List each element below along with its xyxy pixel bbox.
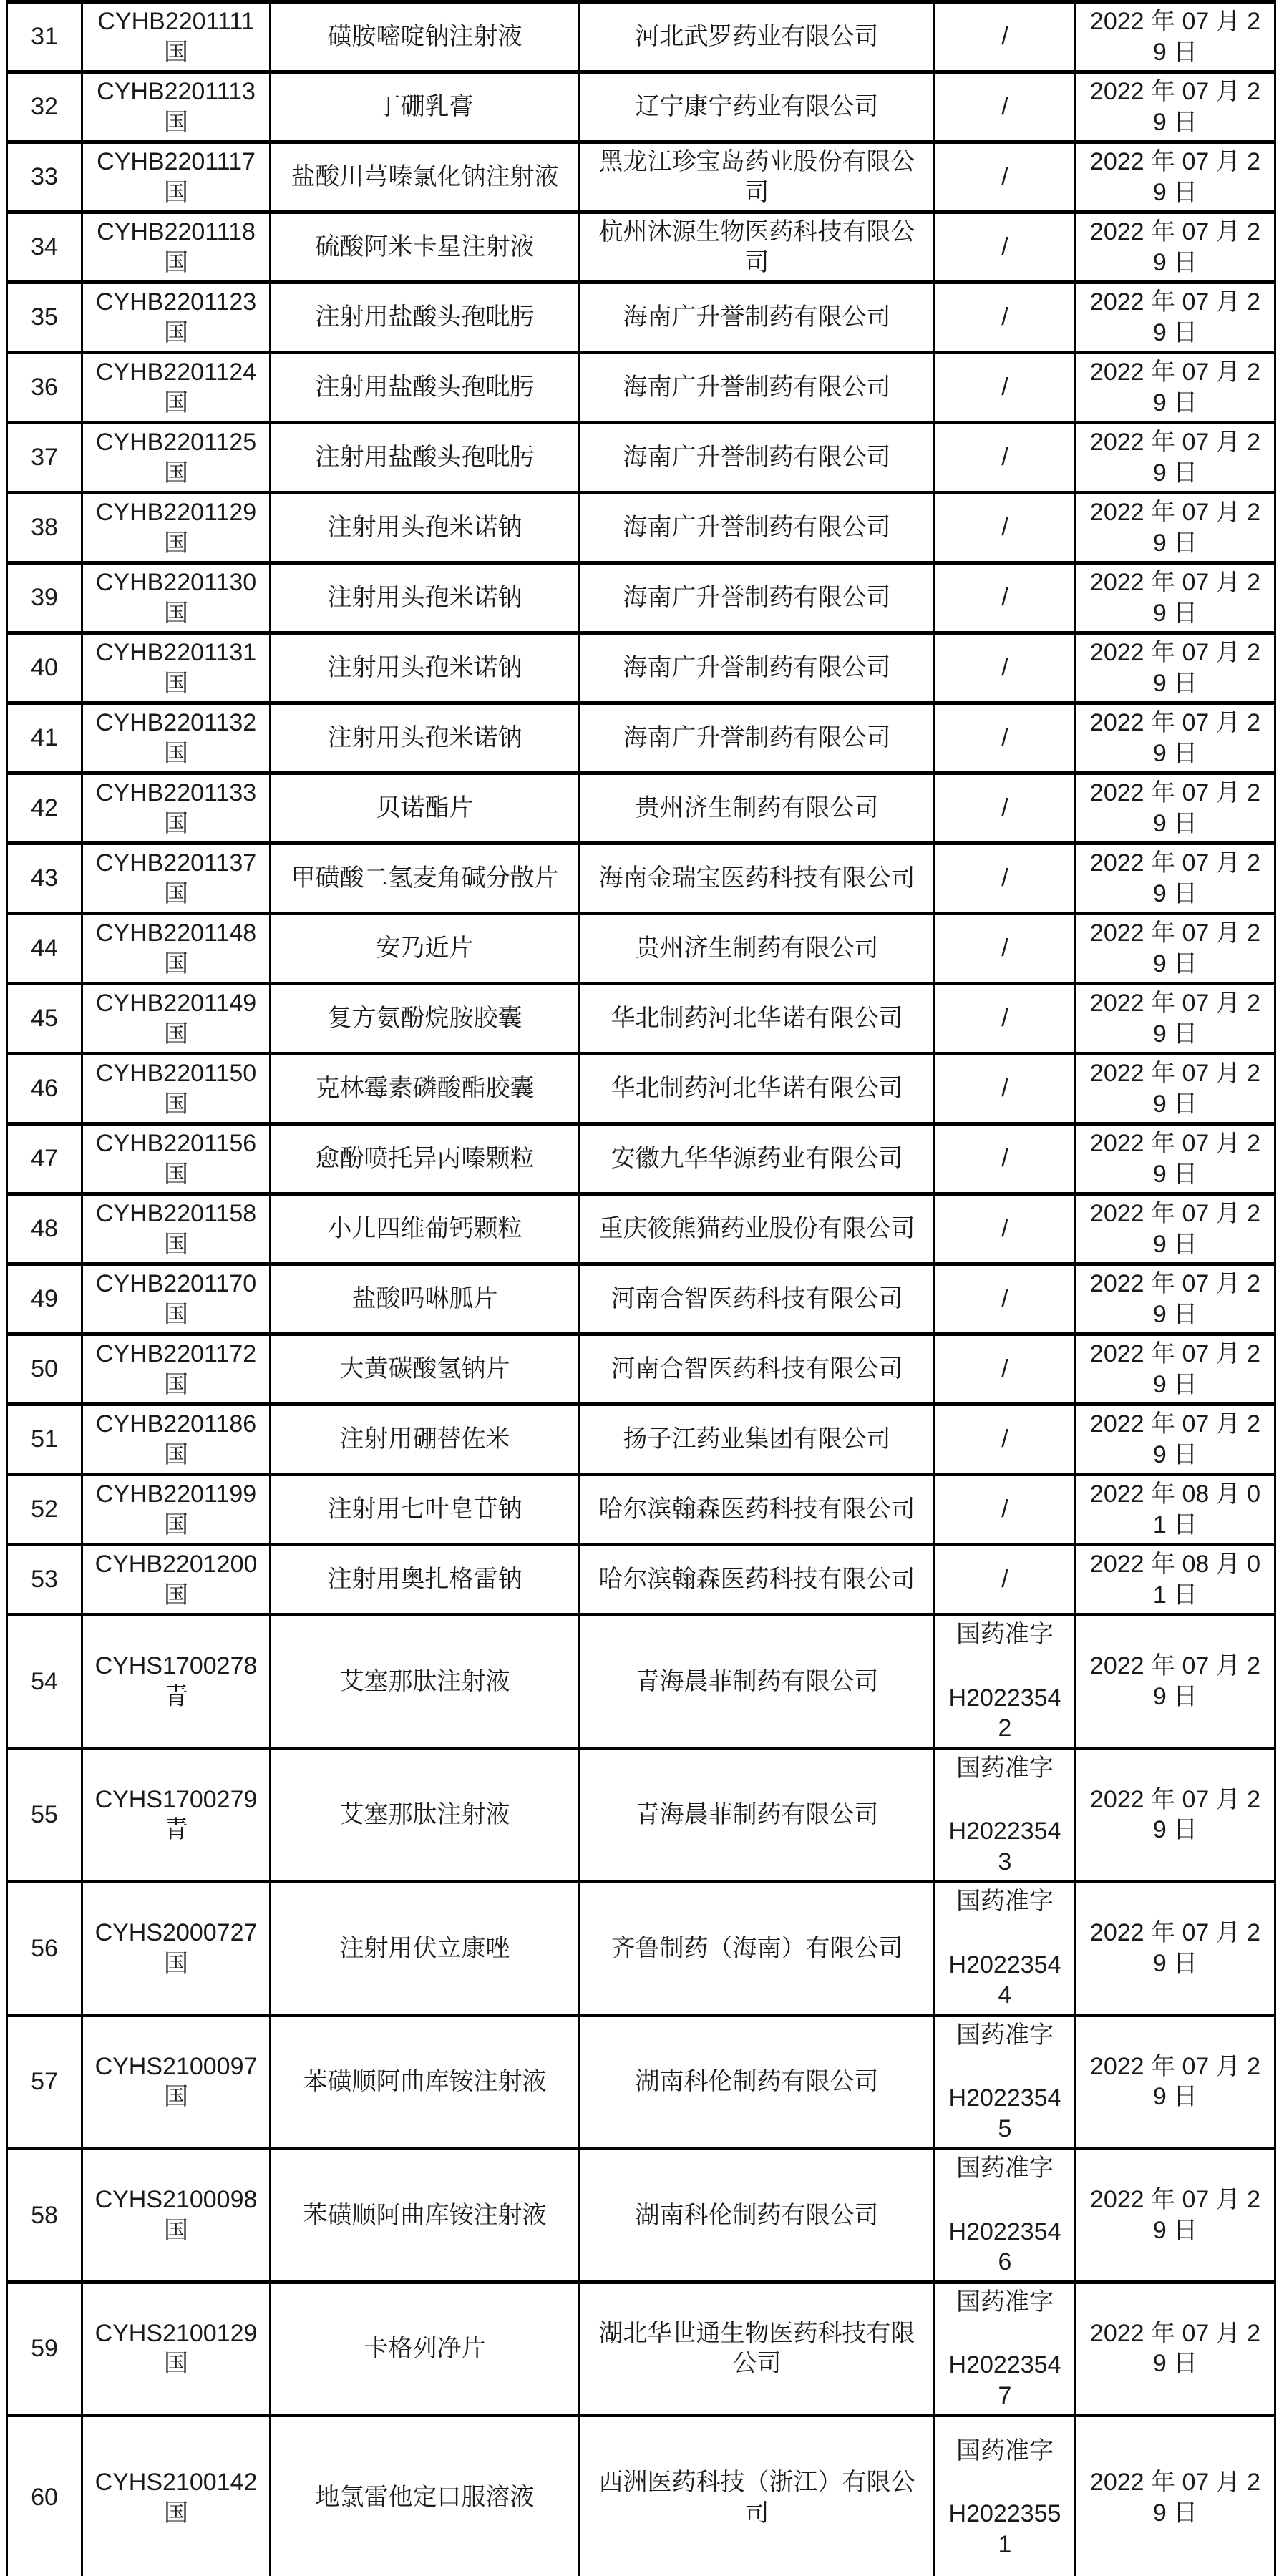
cell-approval-date: 2022 年 07 月 29 日	[1076, 353, 1275, 423]
cell-seq: 41	[7, 703, 82, 774]
cell-seq: 43	[7, 844, 82, 914]
cell-approval-no: /	[935, 844, 1076, 914]
cell-drug-name: 安乃近片	[271, 914, 580, 984]
cell-company: 海南广升誉制药有限公司	[580, 563, 935, 633]
cell-approval-date: 2022 年 07 月 29 日	[1076, 1194, 1275, 1264]
cell-acceptance-no: CYHB2201137 国	[82, 844, 271, 914]
table-row	[7, 563, 1275, 633]
table-row	[7, 1475, 1275, 1545]
cell-approval-date: 2022 年 07 月 29 日	[1076, 2, 1275, 72]
cell-seq: 59	[7, 2282, 82, 2416]
table-row	[7, 213, 1275, 283]
cell-acceptance-no: CYHB2201148 国	[82, 914, 271, 984]
cell-drug-name: 注射用硼替佐米	[271, 1405, 580, 1475]
cell-drug-name: 艾塞那肽注射液	[271, 1748, 580, 1882]
cell-approval-date: 2022 年 07 月 29 日	[1076, 1615, 1275, 1749]
cell-approval-no: /	[935, 353, 1076, 423]
cell-drug-name: 丁硼乳膏	[271, 72, 580, 142]
cell-company: 河南合智医药科技有限公司	[580, 1335, 935, 1405]
cell-approval-no: /	[935, 1475, 1076, 1545]
cell-approval-date: 2022 年 07 月 29 日	[1076, 2149, 1275, 2283]
cell-approval-no: /	[935, 142, 1076, 213]
table-row	[7, 1545, 1275, 1615]
cell-approval-no: /	[935, 563, 1076, 633]
table-row	[7, 2416, 1275, 2576]
cell-approval-date: 2022 年 07 月 29 日	[1076, 774, 1275, 844]
cell-seq: 34	[7, 213, 82, 283]
table-row	[7, 1194, 1275, 1264]
cell-company: 扬子江药业集团有限公司	[580, 1405, 935, 1475]
cell-seq: 46	[7, 1054, 82, 1124]
cell-approval-no: 国药准字 H20223544	[935, 1882, 1076, 2016]
cell-approval-date: 2022 年 07 月 29 日	[1076, 423, 1275, 493]
cell-approval-no: /	[935, 1124, 1076, 1194]
cell-approval-no: /	[935, 1194, 1076, 1264]
cell-approval-no: /	[935, 1405, 1076, 1475]
cell-drug-name: 注射用盐酸头孢吡肟	[271, 353, 580, 423]
cell-approval-no: /	[935, 774, 1076, 844]
cell-drug-name: 小儿四维葡钙颗粒	[271, 1194, 580, 1264]
table-row	[7, 283, 1275, 353]
cell-acceptance-no: CYHB2201131 国	[82, 633, 271, 703]
cell-seq: 37	[7, 423, 82, 493]
cell-acceptance-no: CYHS1700278 青	[82, 1615, 271, 1749]
cell-seq: 56	[7, 1882, 82, 2016]
cell-approval-no: /	[935, 1264, 1076, 1335]
cell-acceptance-no: CYHS2100129 国	[82, 2282, 271, 2416]
cell-approval-no: /	[935, 633, 1076, 703]
cell-company: 安徽九华华源药业有限公司	[580, 1124, 935, 1194]
cell-drug-name: 注射用伏立康唑	[271, 1882, 580, 2016]
cell-drug-name: 注射用七叶皂苷钠	[271, 1475, 580, 1545]
table-row	[7, 2282, 1275, 2416]
table-row	[7, 1405, 1275, 1475]
table-row	[7, 774, 1275, 844]
cell-acceptance-no: CYHB2201133 国	[82, 774, 271, 844]
cell-seq: 55	[7, 1748, 82, 1882]
cell-approval-no: /	[935, 984, 1076, 1054]
cell-approval-no: /	[935, 1054, 1076, 1124]
cell-approval-no: /	[935, 703, 1076, 774]
cell-company: 湖南科伦制药有限公司	[580, 2149, 935, 2283]
table-row	[7, 1335, 1275, 1405]
cell-company: 黑龙江珍宝岛药业股份有限公司	[580, 142, 935, 213]
table-row	[7, 1054, 1275, 1124]
cell-seq: 44	[7, 914, 82, 984]
cell-acceptance-no: CYHB2201156 国	[82, 1124, 271, 1194]
cell-seq: 57	[7, 2015, 82, 2149]
cell-drug-name: 苯磺顺阿曲库铵注射液	[271, 2149, 580, 2283]
cell-drug-name: 苯磺顺阿曲库铵注射液	[271, 2015, 580, 2149]
cell-seq: 48	[7, 1194, 82, 1264]
cell-seq: 33	[7, 142, 82, 213]
table-row	[7, 142, 1275, 213]
cell-seq: 52	[7, 1475, 82, 1545]
cell-seq: 45	[7, 984, 82, 1054]
cell-approval-date: 2022 年 07 月 29 日	[1076, 142, 1275, 213]
cell-drug-name: 注射用盐酸头孢吡肟	[271, 423, 580, 493]
cell-acceptance-no: CYHB2201125 国	[82, 423, 271, 493]
cell-approval-date: 2022 年 07 月 29 日	[1076, 1054, 1275, 1124]
cell-approval-date: 2022 年 07 月 29 日	[1076, 1405, 1275, 1475]
cell-drug-name: 注射用头孢米诺钠	[271, 493, 580, 563]
cell-approval-no: 国药准字 H20223546	[935, 2149, 1076, 2283]
table-row	[7, 72, 1275, 142]
cell-company: 海南广升誉制药有限公司	[580, 493, 935, 563]
drug-approval-table	[6, 0, 1276, 2576]
table-row	[7, 1615, 1275, 1749]
cell-approval-date: 2022 年 07 月 29 日	[1076, 2416, 1275, 2576]
cell-seq: 40	[7, 633, 82, 703]
cell-drug-name: 复方氨酚烷胺胶囊	[271, 984, 580, 1054]
cell-drug-name: 盐酸吗啉胍片	[271, 1264, 580, 1335]
cell-company: 西洲医药科技（浙江）有限公司	[580, 2416, 935, 2576]
cell-drug-name: 甲磺酸二氢麦角碱分散片	[271, 844, 580, 914]
drug-approval-table-body	[7, 2, 1275, 2576]
cell-drug-name: 注射用头孢米诺钠	[271, 703, 580, 774]
cell-drug-name: 磺胺嘧啶钠注射液	[271, 2, 580, 72]
cell-seq: 53	[7, 1545, 82, 1615]
cell-approval-date: 2022 年 07 月 29 日	[1076, 1124, 1275, 1194]
cell-company: 湖北华世通生物医药科技有限公司	[580, 2282, 935, 2416]
table-row	[7, 423, 1275, 493]
cell-acceptance-no: CYHS2000727 国	[82, 1882, 271, 2016]
cell-company: 齐鲁制药（海南）有限公司	[580, 1882, 935, 2016]
cell-acceptance-no: CYHB2201117 国	[82, 142, 271, 213]
cell-approval-no: /	[935, 213, 1076, 283]
cell-approval-no: /	[935, 914, 1076, 984]
cell-acceptance-no: CYHB2201150 国	[82, 1054, 271, 1124]
cell-acceptance-no: CYHS2100142 国	[82, 2416, 271, 2576]
cell-approval-date: 2022 年 07 月 29 日	[1076, 633, 1275, 703]
cell-approval-date: 2022 年 07 月 29 日	[1076, 2015, 1275, 2149]
cell-seq: 51	[7, 1405, 82, 1475]
cell-seq: 36	[7, 353, 82, 423]
cell-acceptance-no: CYHS2100097 国	[82, 2015, 271, 2149]
table-row	[7, 844, 1275, 914]
cell-seq: 50	[7, 1335, 82, 1405]
cell-approval-date: 2022 年 07 月 29 日	[1076, 1882, 1275, 2016]
cell-approval-no: /	[935, 1545, 1076, 1615]
cell-approval-date: 2022 年 07 月 29 日	[1076, 1264, 1275, 1335]
cell-drug-name: 贝诺酯片	[271, 774, 580, 844]
cell-company: 河北武罗药业有限公司	[580, 2, 935, 72]
cell-approval-date: 2022 年 07 月 29 日	[1076, 2282, 1275, 2416]
cell-acceptance-no: CYHB2201113 国	[82, 72, 271, 142]
cell-company: 华北制药河北华诺有限公司	[580, 1054, 935, 1124]
cell-acceptance-no: CYHB2201130 国	[82, 563, 271, 633]
cell-acceptance-no: CYHB2201124 国	[82, 353, 271, 423]
table-row	[7, 2015, 1275, 2149]
cell-approval-no: 国药准字 H20223551	[935, 2416, 1076, 2576]
cell-approval-date: 2022 年 07 月 29 日	[1076, 213, 1275, 283]
cell-approval-date: 2022 年 07 月 29 日	[1076, 1748, 1275, 1882]
cell-approval-date: 2022 年 08 月 01 日	[1076, 1475, 1275, 1545]
cell-seq: 38	[7, 493, 82, 563]
cell-acceptance-no: CYHB2201172 国	[82, 1335, 271, 1405]
cell-company: 河南合智医药科技有限公司	[580, 1264, 935, 1335]
table-row	[7, 353, 1275, 423]
cell-seq: 32	[7, 72, 82, 142]
cell-approval-no: /	[935, 72, 1076, 142]
cell-company: 青海晨菲制药有限公司	[580, 1615, 935, 1749]
cell-approval-no: /	[935, 283, 1076, 353]
cell-company: 哈尔滨翰森医药科技有限公司	[580, 1545, 935, 1615]
cell-company: 贵州济生制药有限公司	[580, 914, 935, 984]
cell-drug-name: 注射用奥扎格雷钠	[271, 1545, 580, 1615]
cell-acceptance-no: CYHB2201132 国	[82, 703, 271, 774]
cell-drug-name: 大黄碳酸氢钠片	[271, 1335, 580, 1405]
cell-seq: 49	[7, 1264, 82, 1335]
table-row	[7, 493, 1275, 563]
cell-approval-date: 2022 年 07 月 29 日	[1076, 1335, 1275, 1405]
cell-approval-date: 2022 年 07 月 29 日	[1076, 844, 1275, 914]
cell-drug-name: 卡格列净片	[271, 2282, 580, 2416]
cell-approval-date: 2022 年 07 月 29 日	[1076, 283, 1275, 353]
cell-approval-date: 2022 年 08 月 01 日	[1076, 1545, 1275, 1615]
table-row	[7, 2, 1275, 72]
cell-company: 辽宁康宁药业有限公司	[580, 72, 935, 142]
cell-company: 海南广升誉制药有限公司	[580, 633, 935, 703]
cell-acceptance-no: CYHS1700279 青	[82, 1748, 271, 1882]
table-row	[7, 703, 1275, 774]
cell-company: 重庆筱熊猫药业股份有限公司	[580, 1194, 935, 1264]
table-row	[7, 984, 1275, 1054]
cell-approval-no: 国药准字 H20223545	[935, 2015, 1076, 2149]
cell-company: 贵州济生制药有限公司	[580, 774, 935, 844]
cell-company: 海南广升誉制药有限公司	[580, 423, 935, 493]
cell-company: 海南广升誉制药有限公司	[580, 353, 935, 423]
cell-approval-no: /	[935, 423, 1076, 493]
cell-seq: 54	[7, 1615, 82, 1749]
table-row	[7, 1748, 1275, 1882]
cell-drug-name: 注射用头孢米诺钠	[271, 633, 580, 703]
table-row	[7, 633, 1275, 703]
cell-drug-name: 注射用盐酸头孢吡肟	[271, 283, 580, 353]
cell-drug-name: 克林霉素磷酸酯胶囊	[271, 1054, 580, 1124]
cell-acceptance-no: CYHB2201199 国	[82, 1475, 271, 1545]
cell-approval-no: /	[935, 1335, 1076, 1405]
table-row	[7, 2149, 1275, 2283]
cell-approval-no: /	[935, 493, 1076, 563]
cell-drug-name: 硫酸阿米卡星注射液	[271, 213, 580, 283]
cell-acceptance-no: CYHB2201149 国	[82, 984, 271, 1054]
cell-approval-no: 国药准字 H20223543	[935, 1748, 1076, 1882]
cell-company: 华北制药河北华诺有限公司	[580, 984, 935, 1054]
cell-drug-name: 注射用头孢米诺钠	[271, 563, 580, 633]
cell-approval-no: 国药准字 H20223547	[935, 2282, 1076, 2416]
cell-approval-date: 2022 年 07 月 29 日	[1076, 703, 1275, 774]
cell-seq: 35	[7, 283, 82, 353]
cell-approval-date: 2022 年 07 月 29 日	[1076, 72, 1275, 142]
cell-seq: 42	[7, 774, 82, 844]
cell-seq: 58	[7, 2149, 82, 2283]
cell-seq: 47	[7, 1124, 82, 1194]
cell-acceptance-no: CYHB2201158 国	[82, 1194, 271, 1264]
cell-acceptance-no: CYHB2201186 国	[82, 1405, 271, 1475]
cell-company: 杭州沐源生物医药科技有限公司	[580, 213, 935, 283]
cell-company: 湖南科伦制药有限公司	[580, 2015, 935, 2149]
cell-approval-no: 国药准字 H20223542	[935, 1615, 1076, 1749]
cell-seq: 60	[7, 2416, 82, 2576]
cell-seq: 31	[7, 2, 82, 72]
cell-approval-date: 2022 年 07 月 29 日	[1076, 914, 1275, 984]
cell-company: 海南广升誉制药有限公司	[580, 283, 935, 353]
table-row	[7, 1264, 1275, 1335]
cell-acceptance-no: CYHB2201123 国	[82, 283, 271, 353]
cell-approval-date: 2022 年 07 月 29 日	[1076, 563, 1275, 633]
cell-seq: 39	[7, 563, 82, 633]
cell-approval-date: 2022 年 07 月 29 日	[1076, 493, 1275, 563]
cell-acceptance-no: CYHB2201129 国	[82, 493, 271, 563]
cell-drug-name: 艾塞那肽注射液	[271, 1615, 580, 1749]
cell-approval-date: 2022 年 07 月 29 日	[1076, 984, 1275, 1054]
cell-company: 海南广升誉制药有限公司	[580, 703, 935, 774]
cell-company: 哈尔滨翰森医药科技有限公司	[580, 1475, 935, 1545]
cell-acceptance-no: CYHB2201170 国	[82, 1264, 271, 1335]
table-row	[7, 914, 1275, 984]
cell-acceptance-no: CYHB2201118 国	[82, 213, 271, 283]
cell-drug-name: 盐酸川芎嗪氯化钠注射液	[271, 142, 580, 213]
cell-drug-name: 愈酚喷托异丙嗪颗粒	[271, 1124, 580, 1194]
cell-drug-name: 地氯雷他定口服溶液	[271, 2416, 580, 2576]
table-row	[7, 1124, 1275, 1194]
cell-acceptance-no: CYHB2201111 国	[82, 2, 271, 72]
cell-acceptance-no: CYHS2100098 国	[82, 2149, 271, 2283]
cell-acceptance-no: CYHB2201200 国	[82, 1545, 271, 1615]
cell-company: 海南金瑞宝医药科技有限公司	[580, 844, 935, 914]
table-row	[7, 1882, 1275, 2016]
cell-approval-no: /	[935, 2, 1076, 72]
cell-company: 青海晨菲制药有限公司	[580, 1748, 935, 1882]
